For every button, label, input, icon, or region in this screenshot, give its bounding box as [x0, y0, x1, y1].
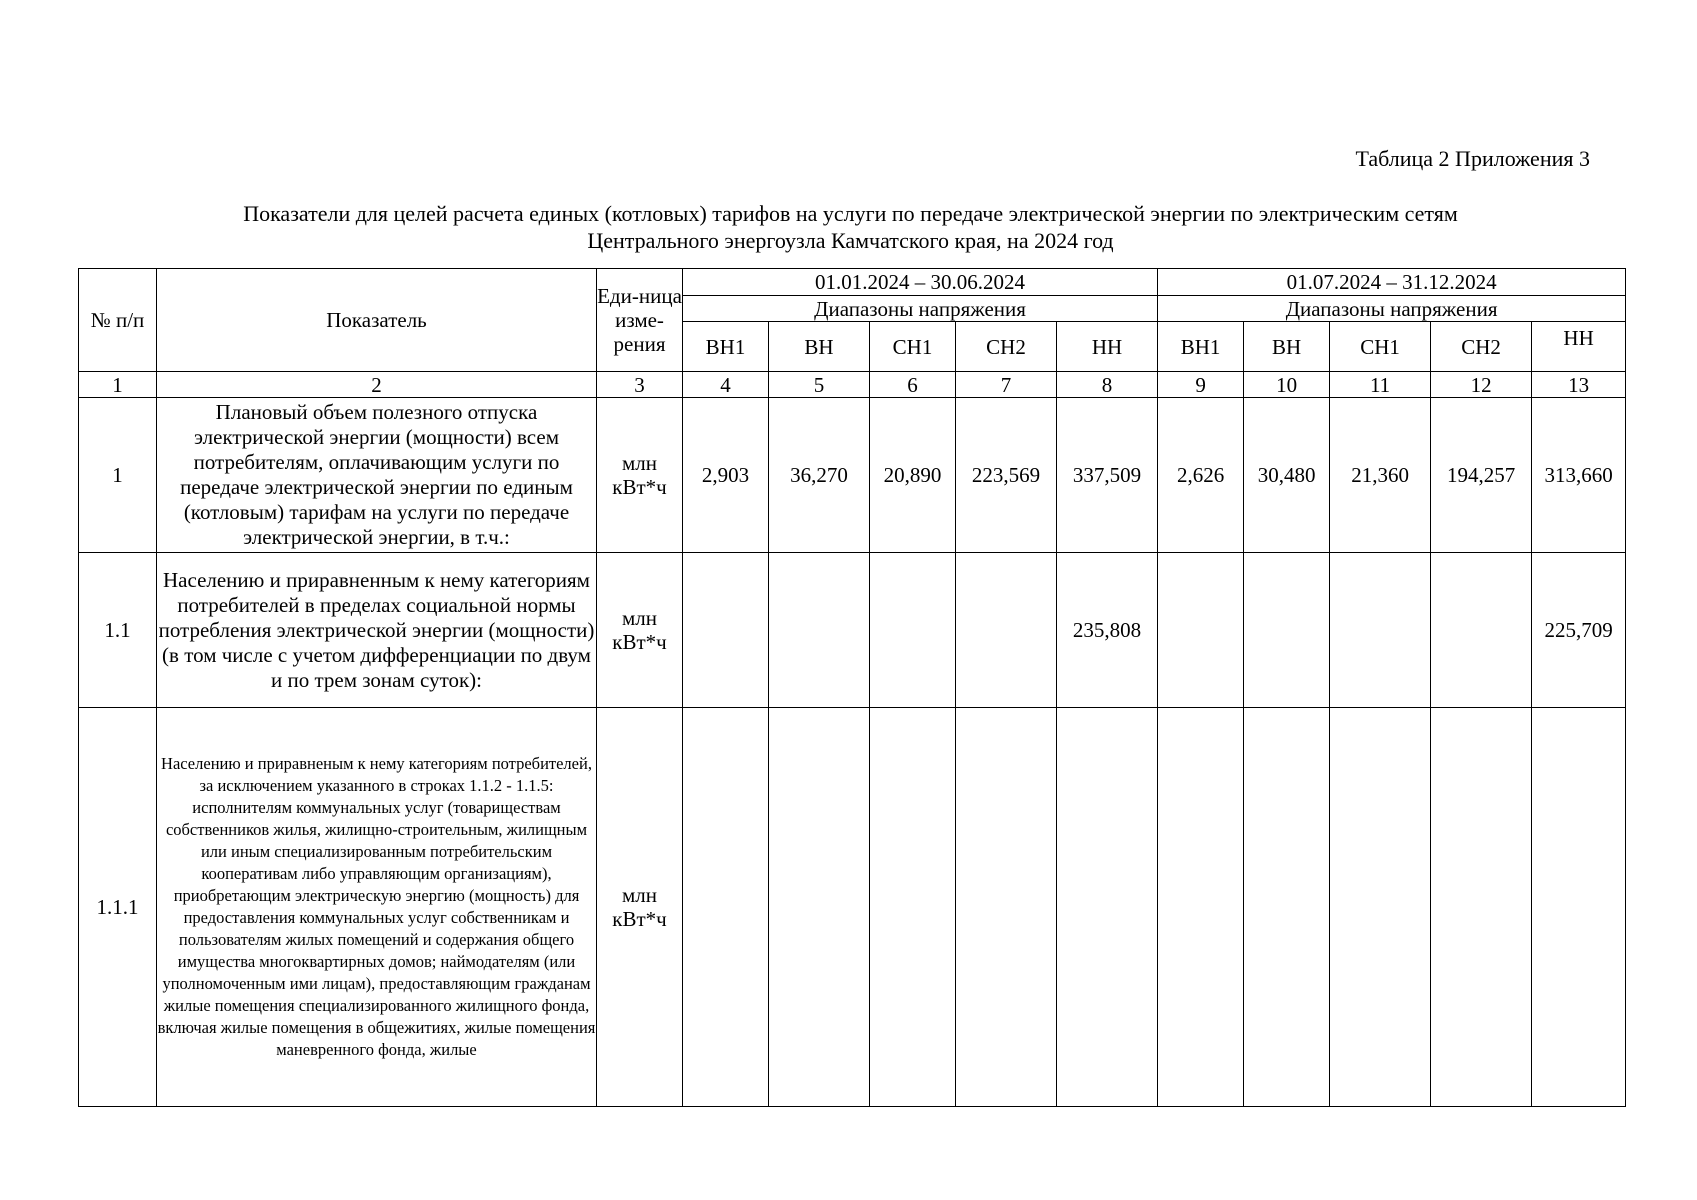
- row-value: 30,480: [1244, 398, 1330, 553]
- header-ranges-2: Диапазоны напряжения: [1158, 296, 1626, 322]
- column-number: 9: [1158, 372, 1244, 398]
- row-value: [1158, 708, 1244, 1107]
- row-unit: млн кВт*ч: [597, 398, 683, 553]
- row-value: [1330, 553, 1431, 708]
- table-row: [79, 398, 1626, 553]
- header-level: СН1: [870, 322, 956, 372]
- row-value: [1244, 708, 1330, 1107]
- row-unit: млн кВт*ч: [597, 553, 683, 708]
- row-value: 337,509: [1057, 398, 1158, 553]
- row-value: 194,257: [1431, 398, 1532, 553]
- row-unit: млн кВт*ч: [597, 708, 683, 1107]
- row-value: [1057, 708, 1158, 1107]
- row-value: 223,569: [956, 398, 1057, 553]
- column-number: 11: [1330, 372, 1431, 398]
- row-value: [870, 553, 956, 708]
- header-num: № п/п: [79, 269, 157, 372]
- header-level: НН: [1057, 322, 1158, 372]
- row-value: [769, 553, 870, 708]
- column-number: 13: [1532, 372, 1626, 398]
- row-value: [1532, 708, 1626, 1107]
- row-value: [1431, 708, 1532, 1107]
- header-level: НН: [1532, 322, 1626, 372]
- row-value: [683, 708, 769, 1107]
- table-row: [79, 708, 1626, 1107]
- document-title: [78, 200, 1623, 254]
- header-level: ВН1: [1158, 322, 1244, 372]
- row-num: 1: [79, 398, 157, 553]
- header-unit: Еди-ница изме-рения: [597, 269, 683, 372]
- row-value: [870, 708, 956, 1107]
- column-number: 7: [956, 372, 1057, 398]
- header-indicator: Показатель: [157, 269, 597, 372]
- header-ranges-1: Диапазоны напряжения: [683, 296, 1158, 322]
- row-value: 235,808: [1057, 553, 1158, 708]
- header-level: ВН: [1244, 322, 1330, 372]
- row-value: [1158, 553, 1244, 708]
- row-value: [1330, 708, 1431, 1107]
- row-value: [1244, 553, 1330, 708]
- row-value: 20,890: [870, 398, 956, 553]
- row-value: 313,660: [1532, 398, 1626, 553]
- title-line-1: Показатели для целей расчета единых (котловых) тарифов на услуги по передаче электрической энергии по электрическим сетям: [243, 201, 1458, 226]
- header-level: ВН1: [683, 322, 769, 372]
- row-num: 1.1: [79, 553, 157, 708]
- row-value: [956, 708, 1057, 1107]
- header-period-2: 01.07.2024 – 31.12.2024: [1158, 269, 1626, 296]
- row-num: 1.1.1: [79, 708, 157, 1107]
- row-value: [769, 708, 870, 1107]
- row-value: 36,270: [769, 398, 870, 553]
- row-value: 2,903: [683, 398, 769, 553]
- row-indicator: Населению и приравненным к нему категориям потребителей в пределах социальной нормы потребления электрической энергии (мощности) (в том числе с учетом дифференциации по двум и по трем зонам суток):: [157, 553, 597, 708]
- column-number: 10: [1244, 372, 1330, 398]
- table-caption: Таблица 2 Приложения 3: [1355, 146, 1590, 171]
- row-value: 21,360: [1330, 398, 1431, 553]
- row-indicator: Плановый объем полезного отпуска электрической энергии (мощности) всем потребителям, оплачивающим услуги по передаче электрической энергии по единым (котловым) тарифам на услуги по передаче электрической энергии, в т.ч.:: [157, 398, 597, 553]
- column-number: 2: [157, 372, 597, 398]
- row-value: [1431, 553, 1532, 708]
- column-number: 12: [1431, 372, 1532, 398]
- header-level: СН2: [1431, 322, 1532, 372]
- header-level: СН2: [956, 322, 1057, 372]
- table-row: [79, 553, 1626, 708]
- column-number: 3: [597, 372, 683, 398]
- column-number: 6: [870, 372, 956, 398]
- column-number: 8: [1057, 372, 1158, 398]
- header-period-1: 01.01.2024 – 30.06.2024: [683, 269, 1158, 296]
- row-value: 2,626: [1158, 398, 1244, 553]
- indicators-table: [78, 268, 1626, 1107]
- title-line-2: Центрального энергоузла Камчатского края, на 2024 год: [587, 228, 1114, 253]
- column-number: 5: [769, 372, 870, 398]
- column-number: 1: [79, 372, 157, 398]
- column-number: 4: [683, 372, 769, 398]
- header-level: СН1: [1330, 322, 1431, 372]
- header-level: ВН: [769, 322, 870, 372]
- row-value: 225,709: [1532, 553, 1626, 708]
- row-indicator: Населению и приравненым к нему категориям потребителей, за исключением указанного в строках 1.1.2 - 1.1.5: исполнителям коммунальных услуг (товариществам собственников жилья, жилищно-строительным, жилищным или иным специализированным потребительским кооперативам либо управляющим организациям), приобретающим электрическую энергию (мощность) для предоставления коммунальных услуг собственникам и пользователям жилых помещений и содержания общего имущества многоквартирных домов; наймодателям (или уполномоченным ими лицам), предоставляющим гражданам жилые помещения специализированного жилищного фонда, включая жилые помещения в общежитиях, жилые помещения маневренного фонда, жилые: [157, 708, 597, 1107]
- row-value: [683, 553, 769, 708]
- row-value: [956, 553, 1057, 708]
